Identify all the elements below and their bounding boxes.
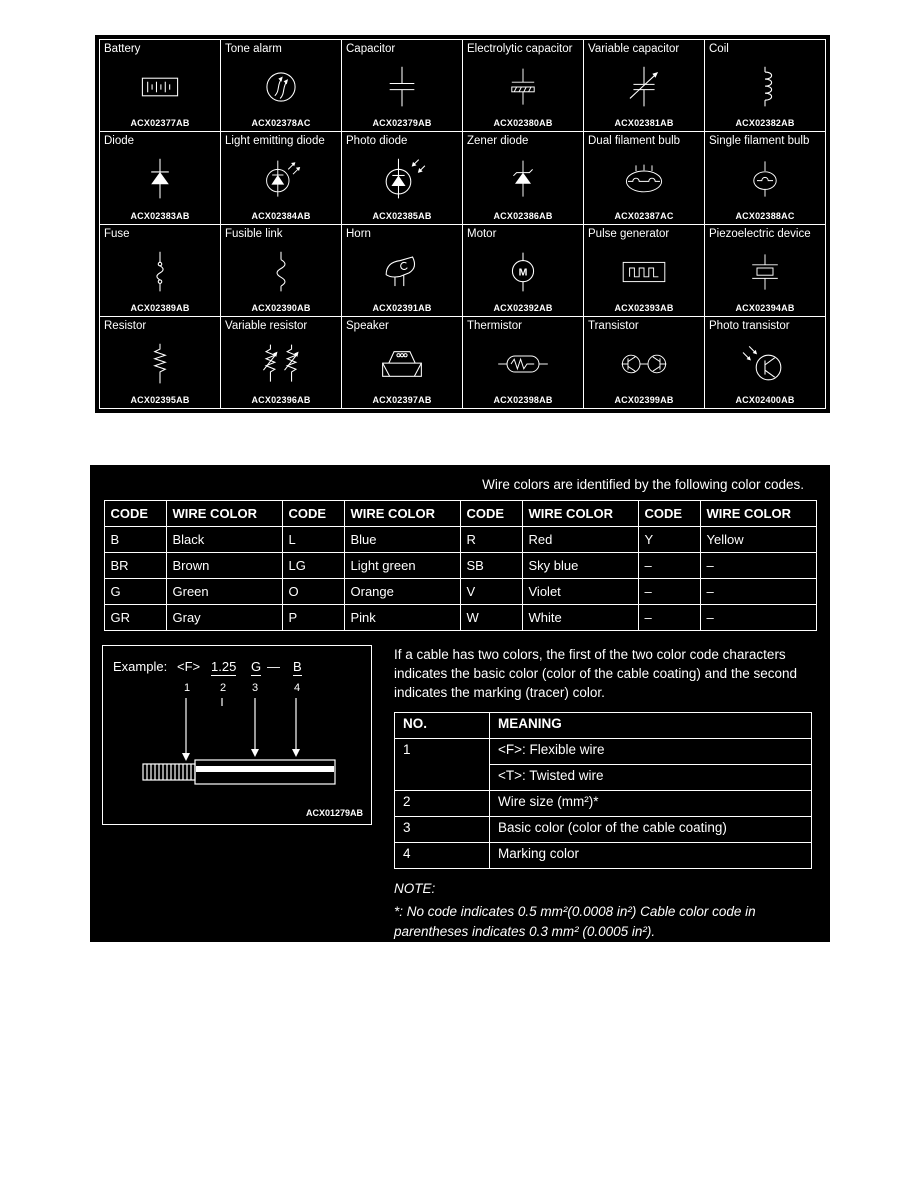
pulse-generator-icon [584,240,704,302]
piezoelectric-device-icon [705,240,825,302]
capacitor-icon [342,56,462,118]
code-cell: – [638,579,700,605]
symbol-code: ACX02382AB [735,118,795,129]
symbol-code: ACX02386AB [493,210,553,221]
cable-explanation-column [394,645,818,942]
symbol-code: ACX02393AB [614,302,674,313]
svg-text:M: M [518,266,528,279]
code-cell: – [638,605,700,631]
cable-example-box [102,645,372,825]
symbol-cell-tone-alarm [221,40,341,131]
meaning-cell: Wire size (mm²)* [490,791,812,817]
code-cell: O [282,579,344,605]
table-row [104,527,816,553]
symbol-code: ACX02398AB [493,395,553,405]
symbol-code: ACX02388AC [735,210,795,221]
speaker-icon [342,333,462,395]
battery-icon [100,56,220,118]
symbol-cell-motor [463,225,583,316]
code-cell: SB [460,553,522,579]
symbol-cell-diode [100,132,220,223]
table-row [395,817,812,843]
symbol-label: Dual filament bulb [588,135,681,148]
thermistor-icon [463,333,583,395]
symbol-cell-photo-diode [342,132,462,223]
symbol-cell-pulse-generator [584,225,704,316]
no-cell: 2 [395,791,490,817]
color-cell: Black [166,527,282,553]
symbol-label: Capacitor [346,43,396,55]
light-emitting-diode-icon [221,148,341,210]
code-cell: Y [638,527,700,553]
symbol-cell-fusible-link [221,225,341,316]
meaning-cell: <F>: Flexible wire [490,739,812,765]
transistor-icon [584,333,704,395]
meaning-table [394,712,812,869]
symbol-label: Speaker [346,319,389,332]
code-cell: V [460,579,522,605]
color-cell: – [700,579,816,605]
symbol-label: Pulse generator [588,227,670,240]
symbol-label: Fusible link [225,227,283,240]
symbol-code: ACX02391AB [372,302,432,313]
code-cell: R [460,527,522,553]
symbol-label: Single filament bulb [709,135,810,148]
resistor-icon [100,333,220,395]
no-cell: 4 [395,843,490,869]
coil-icon [705,56,825,118]
col-header: CODE [638,501,700,527]
code-cell: B [104,527,166,553]
fuse-icon [100,240,220,302]
symbol-label: Variable resistor [225,319,308,332]
symbol-label: Zener diode [467,135,529,148]
symbol-code: ACX02380AB [493,118,553,129]
no-cell: 1 [395,739,490,791]
single-filament-bulb-icon [705,148,825,210]
symbol-label: Resistor [104,319,147,332]
symbol-label: Photo diode [346,135,408,148]
symbol-code: ACX02395AB [130,395,190,405]
col-header: CODE [460,501,522,527]
symbol-code: ACX02399AB [614,395,674,405]
color-cell: Sky blue [522,553,638,579]
symbol-label: Electrolytic capacitor [467,43,573,55]
code-cell: LG [282,553,344,579]
lower-section [90,631,830,942]
symbol-label: Fuse [104,227,130,240]
symbol-code: ACX02377AB [130,118,190,129]
symbol-grid [99,39,826,409]
symbol-code: ACX02381AB [614,118,674,129]
color-cell: Yellow [700,527,816,553]
col-header: WIRE COLOR [522,501,638,527]
cable-diagram [103,696,371,811]
electrolytic-capacitor-icon [463,56,583,118]
symbol-cell-dual-filament-bulb [584,132,704,223]
symbol-label: Coil [709,43,729,55]
symbol-code: ACX02378AC [251,118,311,129]
wire-color-title: Wire colors are identified by the following color codes. [482,477,804,492]
color-cell: White [522,605,638,631]
code-cell: G [104,579,166,605]
symbol-legend-panel [95,35,830,413]
symbol-label: Diode [104,135,135,148]
col-header-no: NO. [395,713,490,739]
symbol-code: ACX02394AB [735,302,795,313]
col-header-meaning: MEANING [490,713,812,739]
table-header-row [395,713,812,739]
example-part-size: 1.25 [211,659,237,674]
symbol-code: ACX02383AB [130,210,190,221]
symbol-cell-photo-transistor [705,317,825,408]
symbol-cell-thermistor [463,317,583,408]
note-block [394,879,812,942]
symbol-label: Horn [346,227,371,240]
example-part-marking-color: B [293,659,302,674]
diode-icon [100,148,220,210]
photo-diode-icon [342,148,462,210]
color-cell: Orange [344,579,460,605]
color-cell: Green [166,579,282,605]
motor-icon [463,240,583,302]
fusible-link-icon [221,240,341,302]
symbol-cell-variable-resistor [221,317,341,408]
symbol-code: ACX02390AB [251,302,311,313]
photo-transistor-icon [705,333,825,395]
col-header: CODE [104,501,166,527]
table-row [104,553,816,579]
symbol-label: Battery [104,43,141,55]
color-cell: Light green [344,553,460,579]
meaning-cell: Basic color (color of the cable coating) [490,817,812,843]
code-cell: BR [104,553,166,579]
symbol-cell-coil [705,40,825,131]
symbol-label: Piezoelectric device [709,227,811,240]
symbol-label: Transistor [588,319,639,332]
symbol-code: ACX02379AB [372,118,432,129]
symbol-cell-electrolytic-capacitor [463,40,583,131]
wire-color-table [104,500,817,631]
color-cell: Violet [522,579,638,605]
symbol-cell-resistor [100,317,220,408]
symbol-cell-fuse [100,225,220,316]
example-number-4: 4 [294,682,301,694]
table-row [104,579,816,605]
symbol-label: Light emitting diode [225,135,325,148]
tone-alarm-icon [221,56,341,118]
meaning-cell: Marking color [490,843,812,869]
example-part-basic-color: G [251,659,262,674]
code-cell: GR [104,605,166,631]
symbol-code: ACX02397AB [372,395,432,405]
color-cell: – [700,553,816,579]
symbol-cell-single-filament-bulb [705,132,825,223]
symbol-cell-piezoelectric-device [705,225,825,316]
example-number-1: 1 [184,682,191,694]
example-label: Example: [113,659,168,674]
table-row [104,605,816,631]
example-figure-code: ACX01279AB [305,808,363,818]
color-cell: Gray [166,605,282,631]
color-cell: Pink [344,605,460,631]
table-row [395,843,812,869]
symbol-code: ACX02387AC [614,210,674,221]
table-row [395,791,812,817]
wire-color-panel [90,465,830,942]
color-cell: Red [522,527,638,553]
note-text: *: No code indicates 0.5 mm²(0.0008 in²) Cable color code in parentheses indicates 0.3 mm² (0.0005 in²). [394,903,756,939]
symbol-cell-speaker [342,317,462,408]
col-header: WIRE COLOR [700,501,816,527]
dual-filament-bulb-icon [584,148,704,210]
code-cell: W [460,605,522,631]
table-row [395,739,812,765]
symbol-code: ACX02384AB [251,210,311,221]
symbol-cell-led [221,132,341,223]
variable-capacitor-icon [584,56,704,118]
color-cell: – [700,605,816,631]
note-label: NOTE: [394,881,436,897]
example-part-flexible: <F> [177,659,201,674]
col-header: CODE [282,501,344,527]
code-cell: P [282,605,344,631]
symbol-label: Motor [467,227,497,240]
example-dash: — [267,659,280,674]
code-cell: L [282,527,344,553]
symbol-cell-battery [100,40,220,131]
color-cell: Blue [344,527,460,553]
symbol-label: Tone alarm [225,43,282,55]
col-header: WIRE COLOR [166,501,282,527]
two-color-explanation: If a cable has two colors, the first of the two color code characters indicates the basic color (color of the cable coating) and the second indicates the marking (tracer) color. [394,647,797,701]
meaning-cell: <T>: Twisted wire [490,765,812,791]
symbol-label: Variable capacitor [588,43,680,55]
horn-icon [342,240,462,302]
example-number-3: 3 [252,682,259,694]
symbol-label: Photo transistor [709,319,790,332]
symbol-code: ACX02389AB [130,302,190,313]
symbol-code: ACX02400AB [735,395,795,405]
variable-resistor-icon [221,333,341,395]
symbol-cell-zener-diode [463,132,583,223]
symbol-code: ACX02392AB [493,302,553,313]
no-cell: 3 [395,817,490,843]
example-number-2: 2 [220,682,227,694]
symbol-cell-capacitor [342,40,462,131]
color-cell: Brown [166,553,282,579]
table-header-row [104,501,816,527]
symbol-cell-horn [342,225,462,316]
zener-diode-icon [463,148,583,210]
col-header: WIRE COLOR [344,501,460,527]
symbol-cell-variable-capacitor [584,40,704,131]
symbol-code: ACX02396AB [251,395,311,405]
code-cell: – [638,553,700,579]
symbol-cell-transistor [584,317,704,408]
symbol-label: Thermistor [467,319,522,332]
symbol-code: ACX02385AB [372,210,432,221]
